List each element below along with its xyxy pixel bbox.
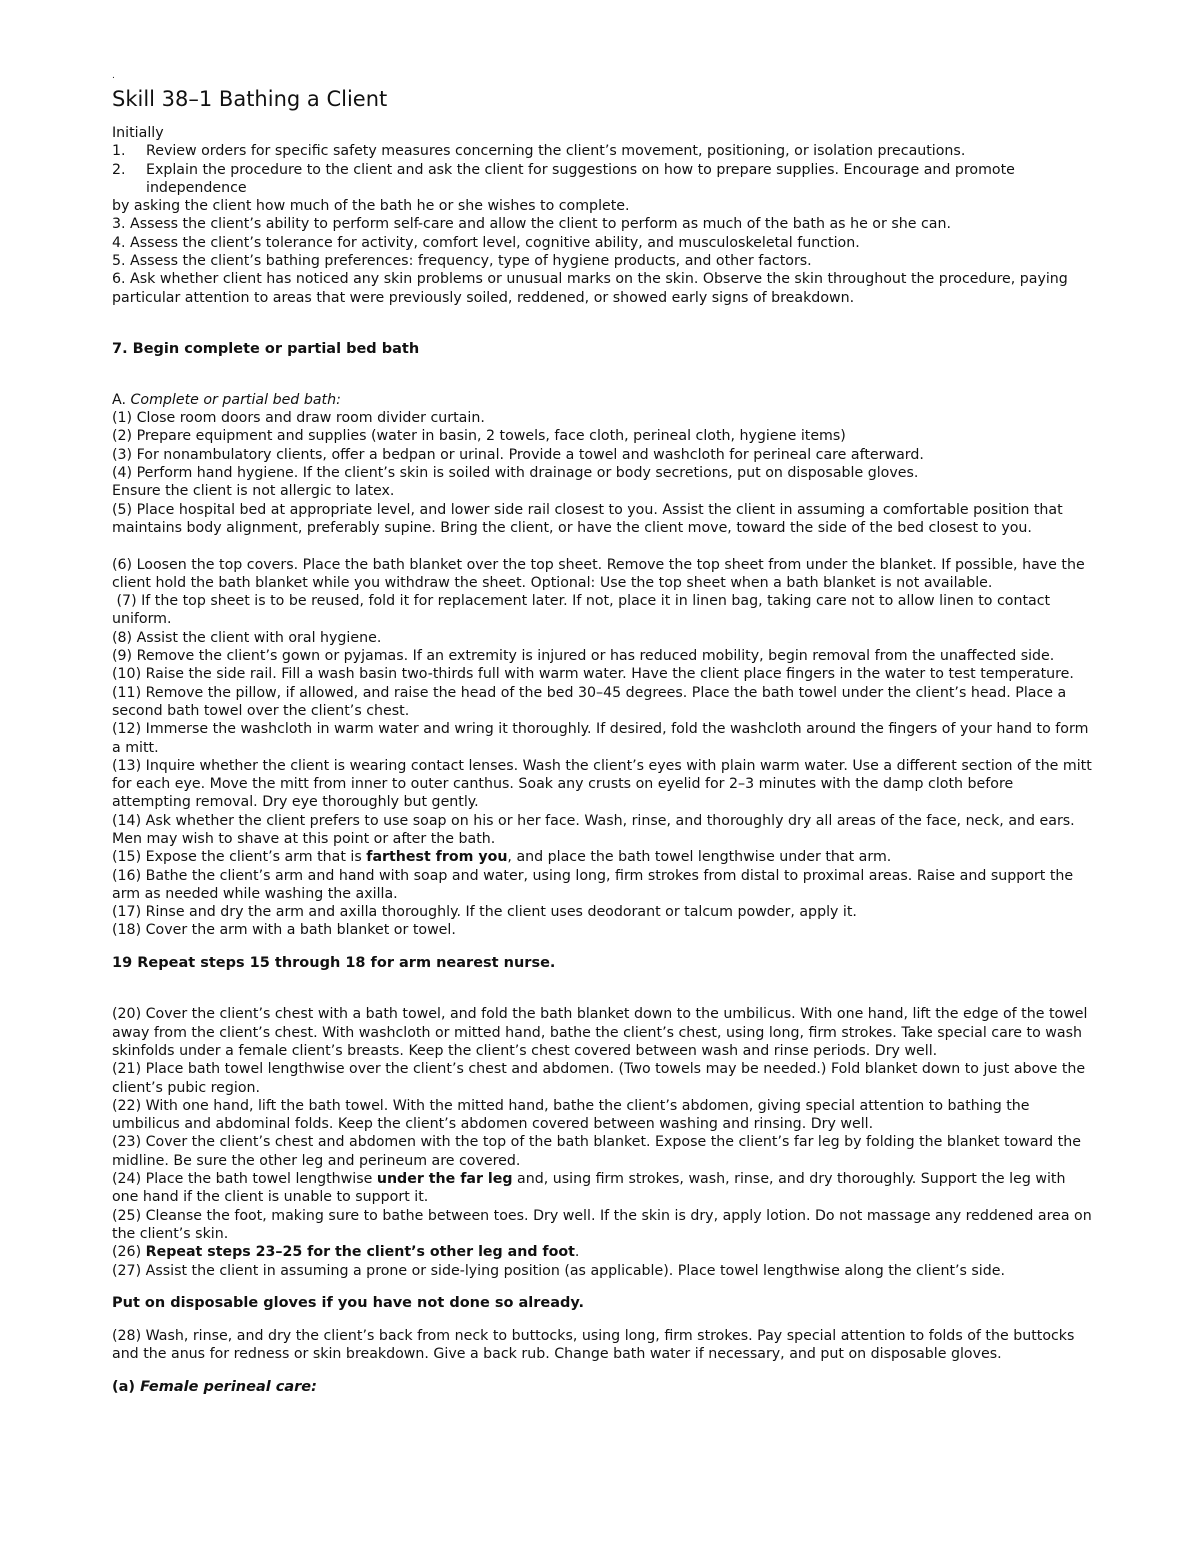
list-item-text: Explain the procedure to the client and ask the client for suggestions on how to prepare supplies. Encourage and promote independence	[146, 161, 1015, 196]
substep-24-text-end: and, using firm strokes, wash, rinse, and dry thoroughly. Support the leg with one hand if the client is unable to support it.	[112, 1171, 1066, 1206]
step-2-continuation: by asking the client how much of the bath he or she wishes to complete.	[112, 198, 630, 215]
substep-15-emphasis: farthest from you	[366, 849, 508, 866]
document-page	[112, 70, 1092, 1411]
substep-20: (20) Cover the client’s chest with a bath towel, and fold the bath blanket down to the umbilicus. With one hand, lift the edge of the towel away from the client’s chest. With washcloth or mitted hand, bathe the client’s chest, using long, firm strokes. Take special care to wash skinfolds under a female client’s breasts. Keep the client’s chest covered between wash and rinse periods. Dry well.	[112, 1006, 1088, 1059]
substep-4-continuation: Ensure the client is not allergic to latex.	[112, 483, 395, 500]
substep-1: (1) Close room doors and draw room divider curtain.	[112, 410, 485, 427]
substep-27: (27) Assist the client in assuming a prone or side-lying position (as applicable). Place towel lengthwise along the client’s side.	[112, 1262, 1005, 1279]
initially-label: Initially	[112, 125, 164, 141]
substep-26	[112, 1243, 1092, 1261]
substep-18: (18) Cover the arm with a bath blanket or towel.	[112, 922, 456, 939]
step-6: 6. Ask whether client has noticed any skin problems or unusual marks on the skin. Observe the skin throughout the procedure, paying	[112, 271, 1068, 288]
substep-12: (12) Immerse the washcloth in warm water and wring it thoroughly. If desired, fold the washcloth around the fingers of your hand to form a mitt.	[112, 721, 1089, 756]
step-3: 3. Assess the client’s ability to perform self-care and allow the client to perform as much of the bath as he or she can.	[112, 216, 951, 233]
step-7-heading: 7. Begin complete or partial bed bath	[112, 340, 420, 357]
substep-7: (7) If the top sheet is to be reused, fold it for replacement later. If not, place it in linen bag, taking care not to allow linen to contact uniform.	[112, 593, 1055, 628]
substep-23: (23) Cover the client’s chest and abdomen with the top of the bath blanket. Expose the client’s far leg by folding the blanket toward the midline. Be sure the other leg and perineum are covered.	[112, 1134, 1081, 1169]
section-a-heading	[112, 391, 1092, 409]
substep-9: (9) Remove the client’s gown or pyjamas. If an extremity is injured or has reduced mobility, begin removal from the unaffected side.	[112, 648, 1055, 665]
substep-2: (2) Prepare equipment and supplies (water in basin, 2 towels, face cloth, perineal cloth, hygiene items)	[112, 428, 846, 445]
substep-17: (17) Rinse and dry the arm and axilla thoroughly. If the client uses deodorant or talcum powder, apply it.	[112, 904, 857, 921]
substep-15-text: (15) Expose the client’s arm that is	[112, 849, 367, 866]
substep-11: (11) Remove the pillow, if allowed, and raise the head of the bed 30–45 degrees. Place the bath towel under the client’s head. Place a second bath towel over the client’s chest.	[112, 684, 1067, 719]
substep-15-text-end: , and place the bath towel lengthwise under that arm.	[507, 849, 892, 866]
substep-21: (21) Place bath towel lengthwise over the client’s chest and abdomen. (Two towels may be needed.) Fold blanket down to just above the client’s pubic region.	[112, 1061, 1086, 1096]
list-item	[112, 142, 1092, 160]
substep-19: 19 Repeat steps 15 through 18 for arm nearest nurse.	[112, 955, 556, 972]
list-item	[112, 161, 1092, 198]
substep-8: (8) Assist the client with oral hygiene.	[112, 629, 382, 646]
list-item-number: 2.	[112, 161, 126, 178]
document-title: Skill 38–1 Bathing a Client	[112, 87, 388, 111]
female-perineal-title: Female perineal care:	[140, 1379, 317, 1396]
substep-6: (6) Loosen the top covers. Place the bath blanket over the top sheet. Remove the top sheet from under the blanket. If possible, have the client hold the bath blanket while you withdraw the sheet. Optional: Use the top sheet when a bath blanket is not available.	[112, 556, 1085, 591]
gloves-reminder: Put on disposable gloves if you have not done so already.	[112, 1295, 585, 1312]
substep-24-emphasis: under the far leg	[376, 1171, 513, 1188]
substep-13: (13) Inquire whether the client is wearing contact lenses. Wash the client’s eyes with plain warm water. Use a different section of the mitt for each eye. Move the mitt from inner to outer canthus. Soak any crusts on eyelid for 2–3 minutes with the damp cloth before attempting removal. Dry eye thoroughly but gently.	[112, 757, 1092, 811]
list-item-number: 1.	[112, 143, 126, 160]
substep-26-emphasis: Repeat steps 23–25 for the client’s other leg and foot	[145, 1244, 575, 1261]
substep-4: (4) Perform hand hygiene. If the client’s skin is soiled with drainage or body secretions, put on disposable gloves.	[112, 465, 919, 482]
substep-5: (5) Place hospital bed at appropriate level, and lower side rail closest to you. Assist the client in assuming a comfortable position that maintains body alignment, preferably supine. Bring the client, or have the client move, toward the side of the bed closest to you.	[112, 501, 1063, 536]
female-perineal-prefix: (a)	[112, 1379, 141, 1396]
substep-26-text: (26)	[112, 1244, 146, 1261]
section-a-title: Complete or partial bed bath:	[130, 391, 341, 408]
female-perineal-care-heading	[112, 1378, 1092, 1396]
substep-14: (14) Ask whether the client prefers to use soap on his or her face. Wash, rinse, and thoroughly dry all areas of the face, neck, and ears. Men may wish to shave at this point or after the bath.	[112, 812, 1075, 847]
step-6-continuation: particular attention to areas that were previously soiled, reddened, or showed early signs of breakdown.	[112, 289, 855, 306]
substep-24-text: (24) Place the bath towel lengthwise	[112, 1171, 377, 1188]
substep-16: (16) Bathe the client’s arm and hand with soap and water, using long, firm strokes from distal to proximal areas. Raise and support the arm as needed while washing the axilla.	[112, 867, 1074, 902]
substep-28: (28) Wash, rinse, and dry the client’s back from neck to buttocks, using long, firm strokes. Pay special attention to folds of the buttocks and the anus for redness or skin breakdown. Give a back rub. Change bath water if necessary, and put on disposable gloves.	[112, 1328, 1075, 1363]
step-5: 5. Assess the client’s bathing preferences: frequency, type of hygiene products, and other factors.	[112, 253, 812, 270]
substep-25: (25) Cleanse the foot, making sure to bathe between toes. Dry well. If the skin is dry, apply lotion. Do not massage any reddened area on the client’s skin.	[112, 1207, 1092, 1242]
substep-15	[112, 848, 1092, 866]
substep-3: (3) For nonambulatory clients, offer a bedpan or urinal. Provide a towel and washcloth for perineal care afterward.	[112, 446, 924, 463]
step-4: 4. Assess the client’s tolerance for activity, comfort level, cognitive ability, and musculoskeletal function.	[112, 234, 860, 251]
substep-24	[112, 1170, 1092, 1207]
section-a-prefix: A.	[112, 391, 131, 408]
substep-26-text-end: .	[574, 1244, 580, 1261]
substep-22: (22) With one hand, lift the bath towel. With the mitted hand, bathe the client’s abdomen, giving special attention to bathing the umbilicus and abdominal folds. Keep the client’s abdomen covered between washing and rinsing. Dry well.	[112, 1097, 1030, 1133]
list-item-text: Review orders for specific safety measures concerning the client’s movement, positioning, or isolation precautions.	[146, 143, 966, 160]
page-mark: .	[112, 71, 115, 81]
substep-10: (10) Raise the side rail. Fill a wash basin two-thirds full with warm water. Have the client place fingers in the water to test temperature.	[112, 666, 1074, 683]
